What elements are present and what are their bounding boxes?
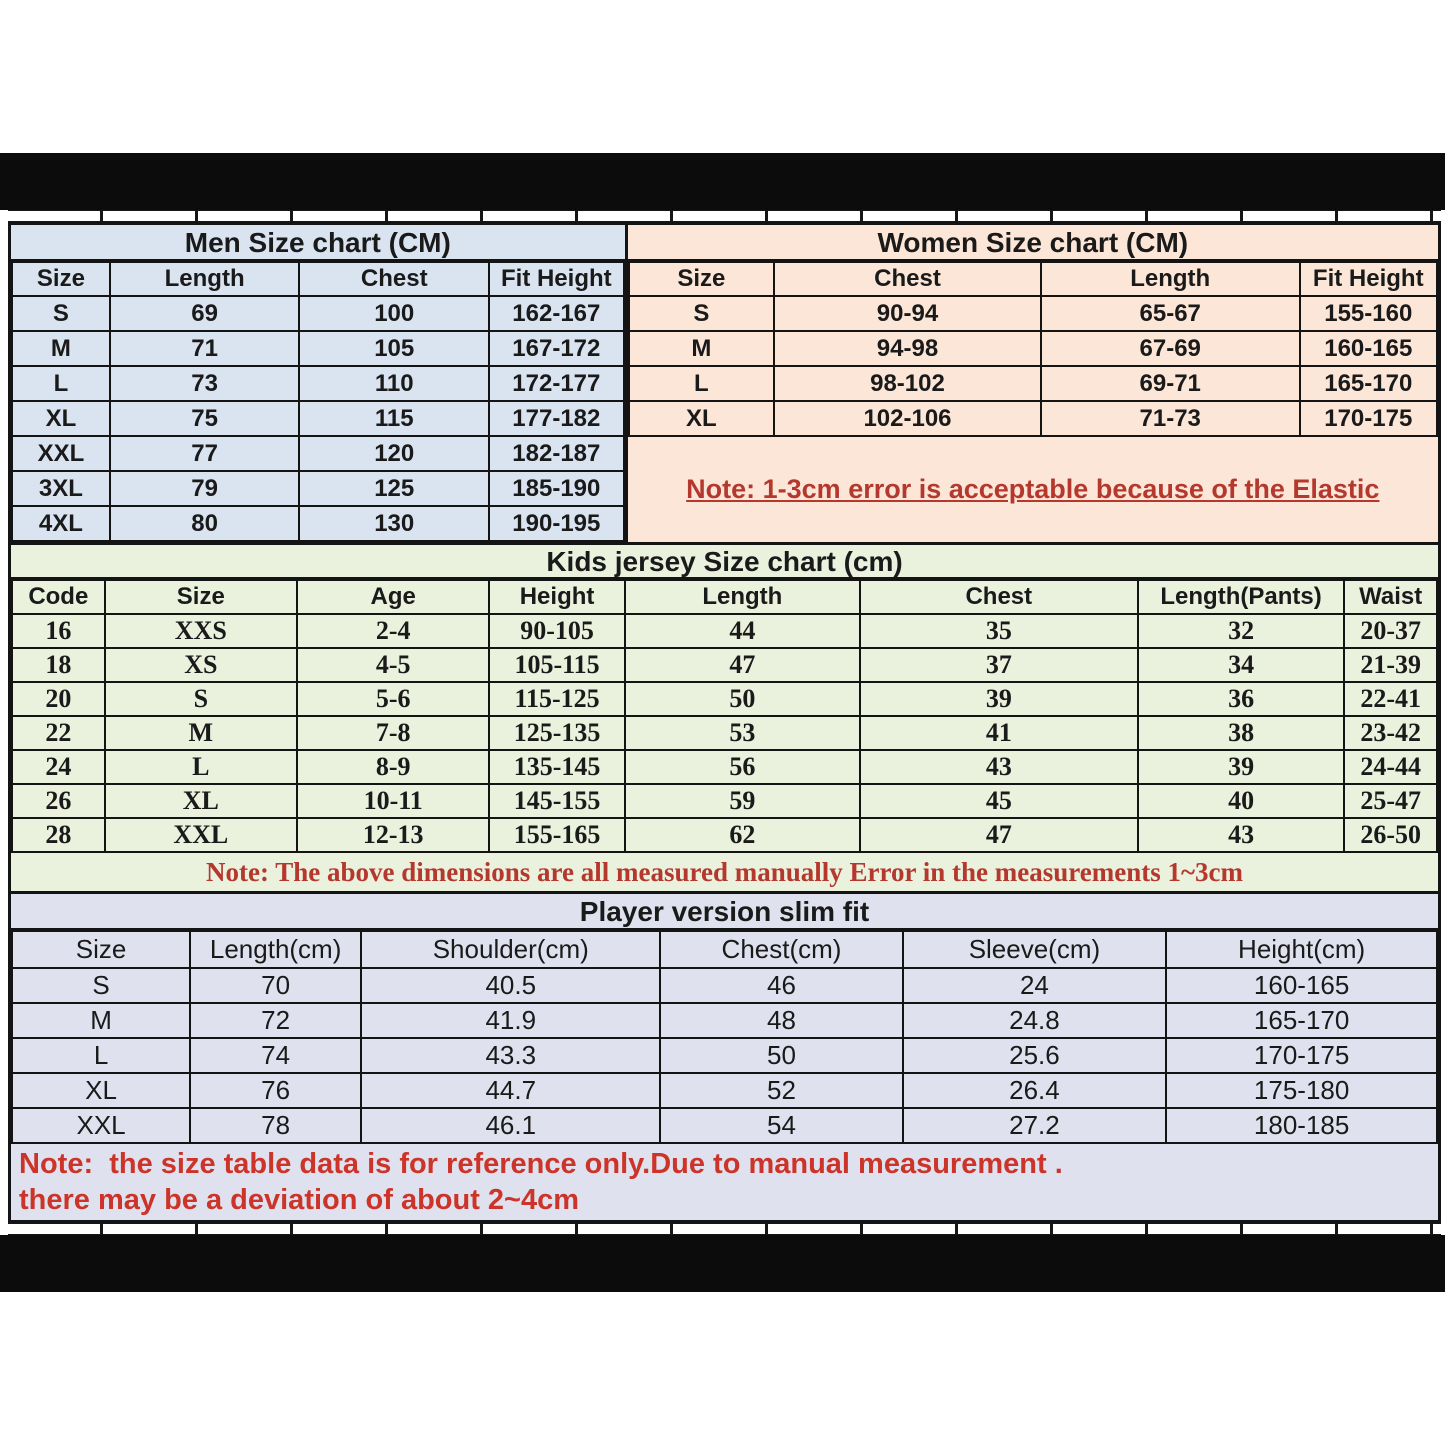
data-cell: M [105, 716, 297, 750]
data-cell: 43 [860, 750, 1138, 784]
column-header: Age [297, 580, 489, 614]
data-cell: 71-73 [1041, 401, 1300, 436]
data-cell: 45 [860, 784, 1138, 818]
data-cell: XL [105, 784, 297, 818]
data-cell: 110 [299, 366, 489, 401]
column-header: Fit Height [1300, 262, 1437, 296]
data-cell: 24.8 [903, 1003, 1167, 1038]
data-cell: L [12, 366, 110, 401]
data-cell: 71 [110, 331, 300, 366]
women-size-table [628, 261, 1438, 437]
data-row [12, 401, 624, 436]
column-header: Height [489, 580, 624, 614]
header-row [12, 931, 1437, 968]
top-cell-strip [8, 210, 1441, 222]
data-cell: 125 [299, 471, 489, 506]
data-cell: 130 [299, 506, 489, 541]
data-cell: 41.9 [361, 1003, 660, 1038]
data-cell: 22-41 [1344, 682, 1437, 716]
data-cell: 155-160 [1300, 296, 1437, 331]
data-cell: 32 [1138, 614, 1345, 648]
data-cell: 40.5 [361, 968, 660, 1003]
data-cell: 47 [860, 818, 1138, 852]
data-cell: 22 [12, 716, 105, 750]
header-row [12, 580, 1437, 614]
data-row [12, 682, 1437, 716]
data-cell: 38 [1138, 716, 1345, 750]
column-header: Size [629, 262, 775, 296]
data-cell: M [629, 331, 775, 366]
column-header: Chest [860, 580, 1138, 614]
data-cell: 90-94 [774, 296, 1041, 331]
data-cell: 160-165 [1166, 968, 1437, 1003]
data-cell: XS [105, 648, 297, 682]
data-cell: 56 [625, 750, 860, 784]
data-cell: 24-44 [1344, 750, 1437, 784]
data-cell: 79 [110, 471, 300, 506]
data-cell: 75 [110, 401, 300, 436]
data-cell: 7-8 [297, 716, 489, 750]
data-cell: S [12, 968, 190, 1003]
data-cell: 21-39 [1344, 648, 1437, 682]
data-cell: 4XL [12, 506, 110, 541]
data-cell: L [105, 750, 297, 784]
data-cell: XXL [12, 436, 110, 471]
data-row [12, 1038, 1437, 1073]
data-cell: 36 [1138, 682, 1345, 716]
data-row [629, 331, 1437, 366]
column-header: Size [105, 580, 297, 614]
data-cell: 16 [12, 614, 105, 648]
data-cell: 125-135 [489, 716, 624, 750]
data-row [12, 648, 1437, 682]
women-elastic-note-text: Note: 1-3cm error is acceptable because of the Elastic [686, 474, 1380, 504]
column-header: Chest(cm) [660, 931, 902, 968]
data-cell: 48 [660, 1003, 902, 1038]
top-margin [0, 0, 1445, 153]
data-row [12, 716, 1437, 750]
data-cell: XXS [105, 614, 297, 648]
data-row [12, 968, 1437, 1003]
data-cell: M [12, 1003, 190, 1038]
data-cell: 70 [190, 968, 361, 1003]
data-cell: 34 [1138, 648, 1345, 682]
data-row [12, 750, 1437, 784]
data-cell: 90-105 [489, 614, 624, 648]
data-cell: 100 [299, 296, 489, 331]
data-cell: 170-175 [1166, 1038, 1437, 1073]
data-row [12, 614, 1437, 648]
data-cell: 20-37 [1344, 614, 1437, 648]
data-cell: 94-98 [774, 331, 1041, 366]
data-cell: 165-170 [1300, 366, 1437, 401]
data-cell: 177-182 [489, 401, 624, 436]
column-header: Length(Pants) [1138, 580, 1345, 614]
data-cell: L [12, 1038, 190, 1073]
data-cell: 175-180 [1166, 1073, 1437, 1108]
data-cell: 80 [110, 506, 300, 541]
data-cell: 69 [110, 296, 300, 331]
data-cell: 8-9 [297, 750, 489, 784]
data-cell: 105-115 [489, 648, 624, 682]
column-header: Waist [1344, 580, 1437, 614]
data-cell: 24 [12, 750, 105, 784]
data-cell: 44 [625, 614, 860, 648]
data-cell: S [105, 682, 297, 716]
footer-note-line2: there may be a deviation of about 2~4cm [19, 1184, 580, 1217]
column-header: Shoulder(cm) [361, 931, 660, 968]
men-chart-title: Men Size chart (CM) [11, 225, 625, 261]
data-cell: 26 [12, 784, 105, 818]
data-cell: 40 [1138, 784, 1345, 818]
data-cell: S [12, 296, 110, 331]
data-cell: 35 [860, 614, 1138, 648]
men-size-chart-section [11, 225, 625, 542]
player-version-section [11, 894, 1438, 1220]
data-cell: 43 [1138, 818, 1345, 852]
data-row [12, 331, 624, 366]
data-cell: 182-187 [489, 436, 624, 471]
data-cell: 73 [110, 366, 300, 401]
data-cell: 5-6 [297, 682, 489, 716]
data-cell: 28 [12, 818, 105, 852]
header-row [629, 262, 1437, 296]
data-cell: 25.6 [903, 1038, 1167, 1073]
data-row [12, 784, 1437, 818]
data-row [12, 471, 624, 506]
column-header: Chest [774, 262, 1041, 296]
data-cell: 52 [660, 1073, 902, 1108]
data-cell: 165-170 [1166, 1003, 1437, 1038]
data-cell: 105 [299, 331, 489, 366]
top-black-bar [0, 153, 1445, 210]
data-row [12, 366, 624, 401]
bottom-cell-strip [8, 1223, 1441, 1235]
column-header: Fit Height [489, 262, 624, 296]
data-cell: 190-195 [489, 506, 624, 541]
data-cell: 46 [660, 968, 902, 1003]
data-cell: 50 [660, 1038, 902, 1073]
data-cell: 160-165 [1300, 331, 1437, 366]
men-women-row [11, 225, 1438, 545]
data-cell: 185-190 [489, 471, 624, 506]
data-cell: 4-5 [297, 648, 489, 682]
data-cell: 98-102 [774, 366, 1041, 401]
data-cell: 120 [299, 436, 489, 471]
data-cell: 26-50 [1344, 818, 1437, 852]
data-cell: 39 [860, 682, 1138, 716]
data-row [12, 1073, 1437, 1108]
column-header: Size [12, 262, 110, 296]
data-cell: 76 [190, 1073, 361, 1108]
data-cell: 135-145 [489, 750, 624, 784]
data-row [12, 1003, 1437, 1038]
data-cell: 65-67 [1041, 296, 1300, 331]
data-cell: 20 [12, 682, 105, 716]
column-header: Length [625, 580, 860, 614]
data-cell: 27.2 [903, 1108, 1167, 1143]
data-cell: 2-4 [297, 614, 489, 648]
data-row [629, 401, 1437, 436]
data-cell: 69-71 [1041, 366, 1300, 401]
data-row [12, 818, 1437, 852]
data-cell: 25-47 [1344, 784, 1437, 818]
data-cell: 102-106 [774, 401, 1041, 436]
data-cell: 10-11 [297, 784, 489, 818]
data-cell: 46.1 [361, 1108, 660, 1143]
bottom-black-bar [0, 1235, 1445, 1292]
data-cell: 115 [299, 401, 489, 436]
column-header: Code [12, 580, 105, 614]
women-size-chart-section [625, 225, 1438, 542]
data-cell: 162-167 [489, 296, 624, 331]
footer-note-line1: Note: the size table data is for reference only.Due to manual measurement . [19, 1148, 1063, 1180]
header-row [12, 262, 624, 296]
data-cell: 67-69 [1041, 331, 1300, 366]
data-row [12, 436, 624, 471]
data-cell: 18 [12, 648, 105, 682]
data-row [12, 1108, 1437, 1143]
data-cell: 180-185 [1166, 1108, 1437, 1143]
data-cell: XXL [12, 1108, 190, 1143]
women-elastic-note [628, 437, 1438, 542]
player-chart-title: Player version slim fit [11, 894, 1438, 930]
data-cell: 74 [190, 1038, 361, 1073]
data-cell: 167-172 [489, 331, 624, 366]
data-cell: XL [12, 1073, 190, 1108]
column-header: Chest [299, 262, 489, 296]
data-cell: 72 [190, 1003, 361, 1038]
data-cell: 62 [625, 818, 860, 852]
kids-size-table [11, 579, 1438, 853]
data-cell: XXL [105, 818, 297, 852]
data-cell: 39 [1138, 750, 1345, 784]
data-row [629, 296, 1437, 331]
men-size-table [11, 261, 625, 542]
data-row [12, 296, 624, 331]
kids-chart-title: Kids jersey Size chart (cm) [11, 545, 1438, 579]
data-cell: 12-13 [297, 818, 489, 852]
column-header: Sleeve(cm) [903, 931, 1167, 968]
data-row [629, 366, 1437, 401]
data-cell: 54 [660, 1108, 902, 1143]
data-cell: 155-165 [489, 818, 624, 852]
column-header: Length(cm) [190, 931, 361, 968]
women-chart-title: Women Size chart (CM) [628, 225, 1438, 261]
column-header: Length [1041, 262, 1300, 296]
column-header: Length [110, 262, 300, 296]
footer-note [11, 1144, 1438, 1220]
data-cell: 145-155 [489, 784, 624, 818]
data-row [12, 506, 624, 541]
data-cell: 37 [860, 648, 1138, 682]
column-header: Size [12, 931, 190, 968]
data-cell: XL [12, 401, 110, 436]
data-cell: 115-125 [489, 682, 624, 716]
data-cell: 41 [860, 716, 1138, 750]
data-cell: 47 [625, 648, 860, 682]
kids-size-chart-section [11, 545, 1438, 894]
data-cell: 170-175 [1300, 401, 1437, 436]
data-cell: L [629, 366, 775, 401]
data-cell: S [629, 296, 775, 331]
data-cell: 3XL [12, 471, 110, 506]
data-cell: 172-177 [489, 366, 624, 401]
data-cell: 23-42 [1344, 716, 1437, 750]
kids-measurement-note: Note: The above dimensions are all measured manually Error in the measurements 1~3cm [205, 856, 1243, 887]
data-cell: 24 [903, 968, 1167, 1003]
data-cell: 44.7 [361, 1073, 660, 1108]
size-chart-sheet [8, 222, 1441, 1223]
player-version-table [11, 930, 1438, 1144]
data-cell: 26.4 [903, 1073, 1167, 1108]
data-cell: 78 [190, 1108, 361, 1143]
data-cell: 43.3 [361, 1038, 660, 1073]
data-cell: 59 [625, 784, 860, 818]
data-cell: 77 [110, 436, 300, 471]
column-header: Height(cm) [1166, 931, 1437, 968]
data-cell: M [12, 331, 110, 366]
data-cell: 53 [625, 716, 860, 750]
data-cell: 50 [625, 682, 860, 716]
data-cell: XL [629, 401, 775, 436]
